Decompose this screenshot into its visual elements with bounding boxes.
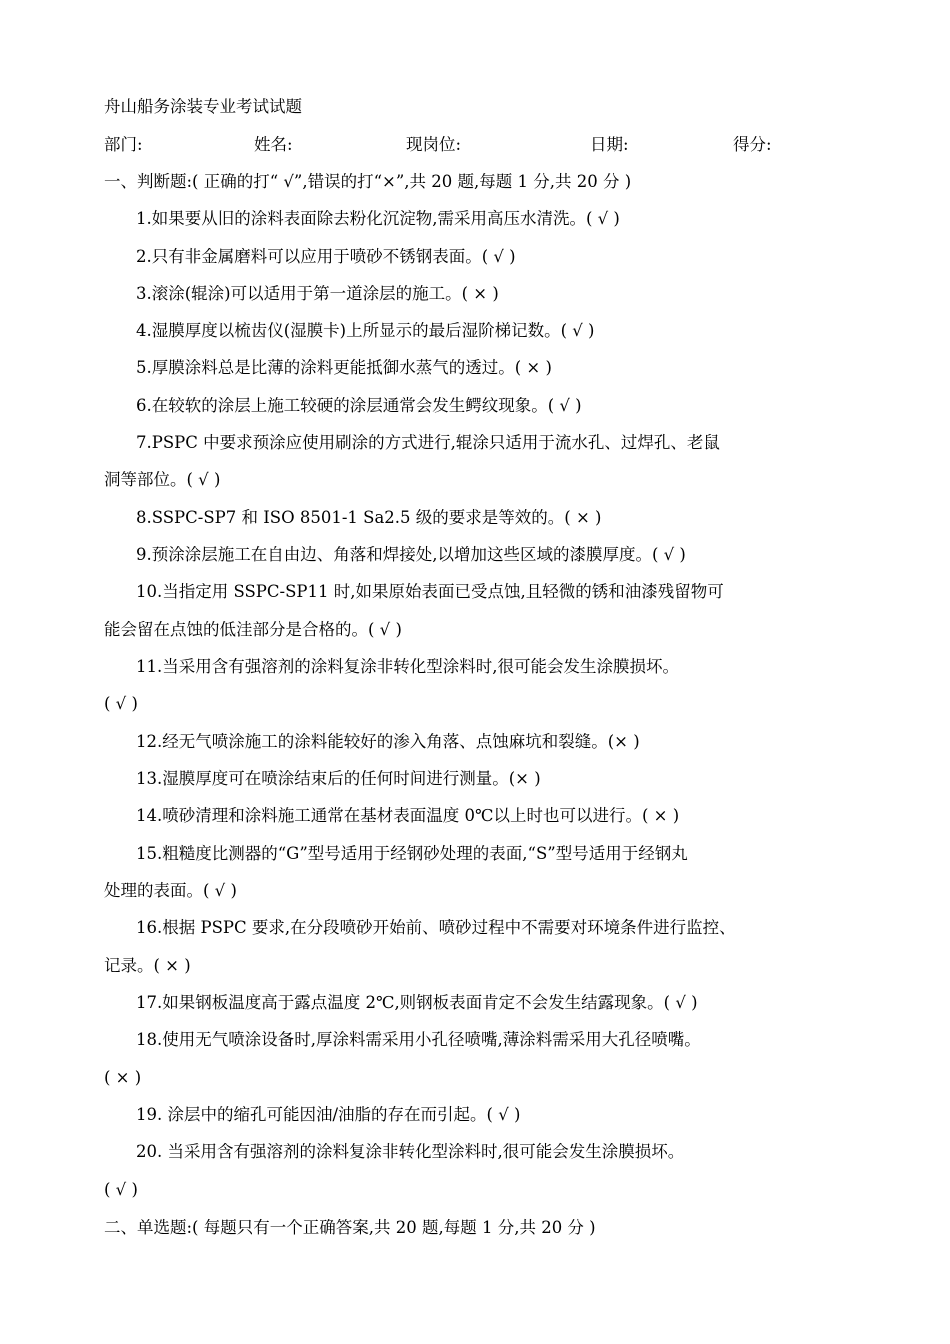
question-2: 2.只有非金属磨料可以应用于喷砂不锈钢表面。( √ ) xyxy=(136,247,516,266)
question-6: 6.在较软的涂层上施工较硬的涂层通常会发生鳄纹现象。( √ ) xyxy=(136,396,582,415)
question-5: 5.厚膜涂料总是比薄的涂料更能抵御水蒸气的透过。( × ) xyxy=(136,358,552,377)
question-15-continued: 处理的表面。( √ ) xyxy=(104,881,237,900)
question-7-continued: 洞等部位。( √ ) xyxy=(104,470,221,489)
question-15: 15.粗糙度比测器的“G”型号适用于经钢砂处理的表面,“S”型号适用于经钢丸 xyxy=(136,844,688,863)
question-17: 17.如果钢板温度高于露点温度 2℃,则钢板表面肯定不会发生结露现象。( √ ) xyxy=(136,993,698,1012)
question-18-continued: ( × ) xyxy=(104,1068,142,1087)
question-12: 12.经无气喷涂施工的涂料能较好的渗入角落、点蚀麻坑和裂缝。(× ) xyxy=(136,732,640,751)
question-4: 4.湿膜厚度以梳齿仪(湿膜卡)上所显示的最后湿阶梯记数。( √ ) xyxy=(136,321,595,340)
question-13: 13.湿膜厚度可在喷涂结束后的任何时间进行测量。(× ) xyxy=(136,769,541,788)
question-20: 20. 当采用含有强溶剂的涂料复涂非转化型涂料时,很可能会发生涂膜损坏。 xyxy=(136,1142,685,1161)
question-3: 3.滚涂(辊涂)可以适用于第一道涂层的施工。( × ) xyxy=(136,284,499,303)
question-16-continued: 记录。( × ) xyxy=(104,956,191,975)
question-11: 11.当采用含有强溶剂的涂料复涂非转化型涂料时,很可能会发生涂膜损坏。 xyxy=(136,657,679,676)
question-14: 14.喷砂清理和涂料施工通常在基材表面温度 0℃以上时也可以进行。( × ) xyxy=(136,806,680,825)
name-label: 姓名: xyxy=(254,135,293,154)
question-1: 1.如果要从旧的涂料表面除去粉化沉淀物,需采用高压水清洗。( √ ) xyxy=(136,209,620,228)
question-9: 9.预涂涂层施工在自由边、角落和焊接处,以增加这些区域的漆膜厚度。( √ ) xyxy=(136,545,686,564)
question-20-continued: ( √ ) xyxy=(104,1180,138,1199)
question-8: 8.SSPC-SP7 和 ISO 8501-1 Sa2.5 级的要求是等效的。( × ) xyxy=(136,508,602,527)
section1-header: 一、判断题:( 正确的打“ √”,错误的打“×”,共 20 题,每题 1 分,共 20 分 ) xyxy=(104,172,632,191)
question-19: 19. 涂层中的缩孔可能因油/油脂的存在而引起。( √ ) xyxy=(136,1105,521,1124)
question-11-continued: ( √ ) xyxy=(104,694,138,713)
position-label: 现岗位: xyxy=(406,135,462,154)
date-label: 日期: xyxy=(590,135,629,154)
question-10: 10.当指定用 SSPC-SP11 时,如果原始表面已受点蚀,且轻微的锈和油漆残留物可 xyxy=(136,582,724,601)
score-label: 得分: xyxy=(733,135,772,154)
question-18: 18.使用无气喷涂设备时,厚涂料需采用小孔径喷嘴,薄涂料需采用大孔径喷嘴。 xyxy=(136,1030,701,1049)
section2-header: 二、单选题:( 每题只有一个正确答案,共 20 题,每题 1 分,共 20 分 ) xyxy=(104,1218,596,1237)
question-10-continued: 能会留在点蚀的低洼部分是合格的。( √ ) xyxy=(104,620,402,639)
question-16: 16.根据 PSPC 要求,在分段喷砂开始前、喷砂过程中不需要对环境条件进行监控、 xyxy=(136,918,736,937)
department-label: 部门: xyxy=(104,135,143,154)
exam-title: 舟山船务涂装专业考试试题 xyxy=(104,97,302,116)
question-7: 7.PSPC 中要求预涂应使用刷涂的方式进行,辊涂只适用于流水孔、过焊孔、老鼠 xyxy=(136,433,720,452)
